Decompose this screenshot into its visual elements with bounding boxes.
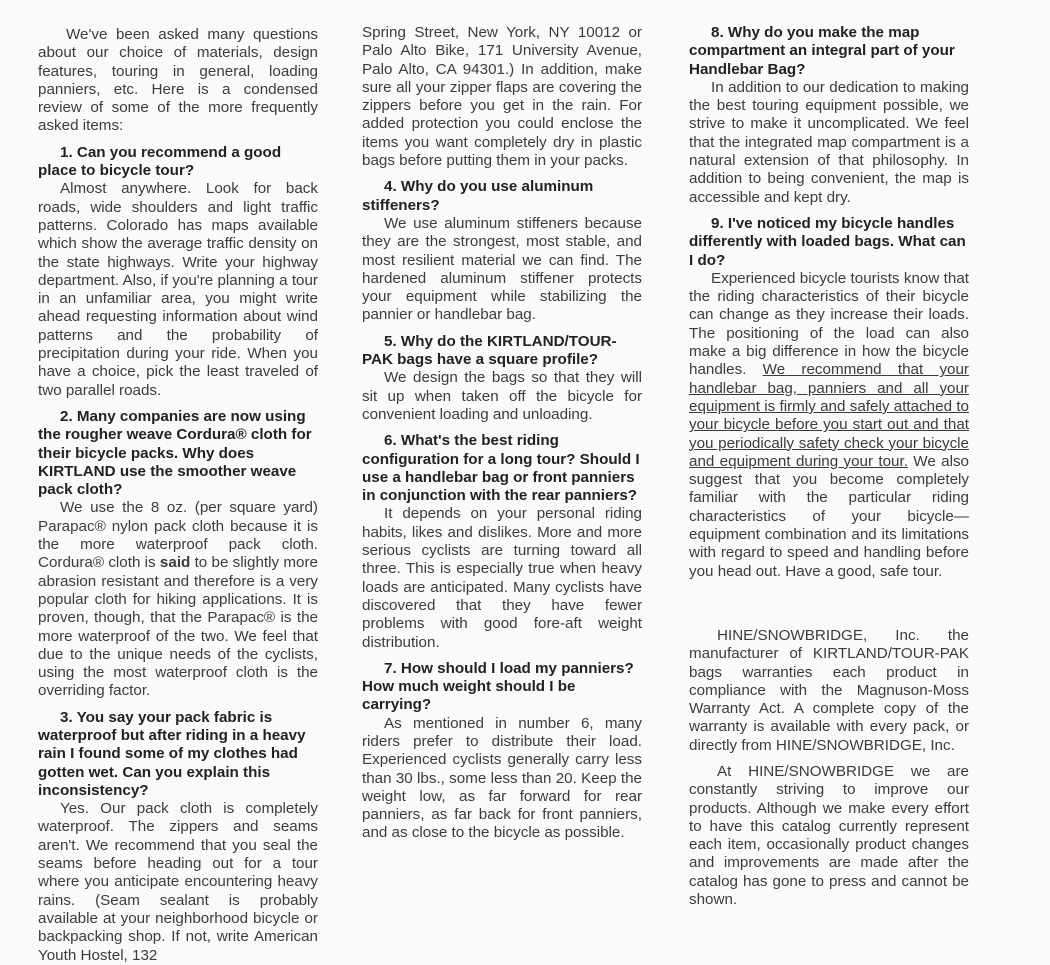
warranty-paragraph: HINE/SNOWBRIDGE, Inc. the manufacturer of KIRTLAND/TOUR-PAK bags warranties each product in compliance with the Magnuson-Moss Warranty Act. A complete copy of the warranty is available with every pack, or directly from HINE/SNOWBRIDGE, Inc.: [689, 626, 969, 754]
answer-1: Almost anywhere. Look for back roads, wide shoulders and light traffic patterns. Colorado has maps available which show the average traffic density on the state highways. Write your highway department. Also, if you're planning a tour in an unfamiliar area, you might write ahead requesting information about wind patterns and the probability of precipitation during your ride. When you have a choice, pick the least traveled of two parallel roads.: [38, 180, 318, 399]
answer-2: [38, 499, 318, 700]
question-3: 3. You say your pack fabric is waterproof but after riding in a heavy rain I found some of my clothes had gotten wet. Can you explain this inconsistency?: [38, 708, 306, 799]
question-7: 7. How should I load my panniers? How much weight should I be carrying?: [362, 659, 634, 714]
question-4: 4. Why do you use aluminum stiffeners?: [362, 178, 594, 214]
section-spacer: [689, 581, 969, 627]
question-9: 9. I've noticed my bicycle handles differently with loaded bags. What can I do?: [689, 214, 966, 269]
answer-8: In addition to our dedication to making the best touring equipment possible, we strive to make it uncomplicated. We feel that the integrated map compartment is a natural extension of that philosophy. In addition to being convenient, the map is accessible and kept dry.: [689, 78, 969, 206]
closing-paragraph: At HINE/SNOWBRIDGE we are constantly striving to improve our products. Although we make every effort to have this catalog currently represent each item, occasionally product changes and improvements are made after the catalog has gone to press and cannot be shown.: [689, 762, 969, 909]
answer-2-part-2: to be slightly more abrasion resistant and therefore is a very popular cloth for hiking applications. It is proven, though, that the Parapac® is the more waterproof of the two. We feel that due to the unique needs of the cyclists, using the most waterproof cloth is the overriding factor.: [38, 554, 318, 700]
answer-9-part-2: We also suggest that you become completely familiar with the particular riding characteristics of your bicycle—equipment combination and its limitations with regard to speed and handling before you head out. Have a good, safe tour.: [689, 452, 969, 580]
question-6: 6. What's the best riding configuration for a long tour? Should I use a handlebar bag or front panniers in conjunction with the rear panniers?: [362, 432, 640, 505]
answer-9-underlined: We recommend that your handlebar bag, panniers and all your equipment is firmly and safely attached to your bicycle before you start out and that you periodically safety check your bicycle and equipment during your tour.: [689, 361, 969, 470]
intro-paragraph: We've been asked many questions about our choice of materials, design features, touring in general, loading panniers, etc. Here is a condensed review of some of the more frequently asked items:: [38, 26, 318, 135]
question-5: 5. Why do the KIRTLAND/TOUR-PAK bags have a square profile?: [362, 332, 617, 369]
answer-9-part-1: Experienced bicycle tourists know that the riding characteristics of their bicycle can change as they increase their loads. The positioning of the load can also make a big difference in how the bicycle handles.: [689, 269, 969, 379]
answer-3: Yes. Our pack cloth is completely waterproof. The zippers and seams aren't. We recommend that you seal the seams before heading out for a tour where you anticipate encountering heavy rains. (Seam sealant is probably available at your neighborhood bicycle or backpacking shop. If not, write American Youth Hostel, 132: [38, 800, 318, 964]
answer-6: It depends on your personal riding habits, likes and dislikes. More and more serious cyclists are turning toward all three. This is especially true when heavy loads are anticipated. Many cyclists have discovered that they have fewer problems with good fore-aft weight distribution.: [362, 505, 642, 651]
column-1: [38, 26, 318, 965]
question-8: 8. Why do you make the map compartment an integral part of your Handlebar Bag?: [689, 24, 955, 78]
answer-7: As mentioned in number 6, many riders prefer to distribute their load. Experienced cyclists generally carry less than 30 lbs., some less than 20. Keep the weight low, as far forward for rear panniers, as far back for front panniers, and as close to the bicycle as possible.: [362, 714, 642, 842]
answer-2-emphasis: said: [159, 554, 191, 572]
answer-5: We design the bags so that they will sit up when taken off the bicycle for convenient loading and unloading.: [362, 369, 642, 423]
answer-9: [689, 270, 969, 581]
answer-4: We use aluminum stiffeners because they are the strongest, most stable, and most resilient material we can find. The hardened aluminum stiffener protects your equipment while stabilizing the pannier or handlebar bag.: [362, 214, 642, 324]
answer-2-part-1: We use the 8 oz. (per square yard) Parapac® nylon pack cloth because it is the more waterproof pack cloth. Cordura® cloth is: [38, 499, 318, 572]
question-1: 1. Can you recommend a good place to bicycle tour?: [38, 143, 282, 180]
question-2: 2. Many companies are now using the rougher weave Cordura® cloth for their bicycle packs. Why does KIRTLAND use the smoother weave pack cloth?: [38, 407, 312, 499]
answer-3-continued: Spring Street, New York, NY 10012 or Palo Alto Bike, 171 University Avenue, Palo Alto, CA 94301.) In addition, make sure all your zipper flaps are covering the zippers before you get in the rain. For added protection you could enclose the items you want completely dry in plastic bags before putting them in your packs.: [362, 24, 642, 170]
column-3: [689, 24, 969, 909]
column-2: [362, 24, 642, 843]
